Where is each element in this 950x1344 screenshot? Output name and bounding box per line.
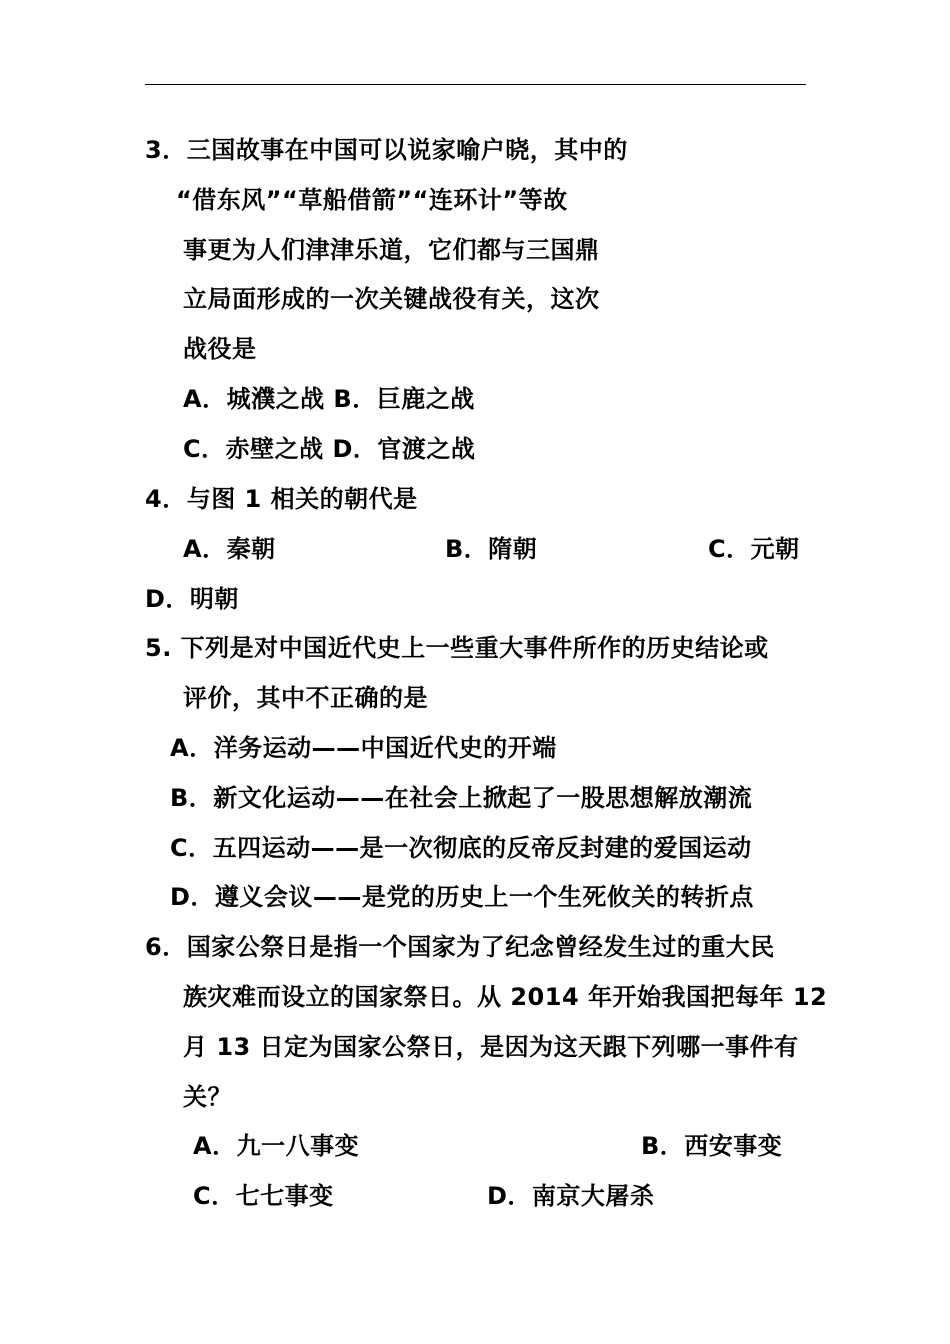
- q5-stem-line-1: 5. 下列是对中国近代史上一些重大事件所作的历史结论或: [145, 634, 769, 662]
- q3-options-line-2: C．赤壁之战 D．官渡之战: [183, 435, 476, 463]
- q6-stem-line-2: 族灾难而设立的国家祭日。从 2014 年开始我国把每年 12: [183, 983, 828, 1011]
- q6-option-d: D．南京大屠杀: [487, 1182, 655, 1210]
- q3-stem-line-2: “借东风”“草船借箭”“连环计”等故: [176, 186, 568, 214]
- q6-stem-line-4: 关？: [183, 1083, 232, 1111]
- q6-stem-line-3: 月 13 日定为国家公祭日，是因为这天跟下列哪一事件有: [183, 1033, 799, 1061]
- q6-option-a: A．九一八事变: [193, 1132, 360, 1160]
- q3-stem-line-4: 立局面形成的一次关键战役有关，这次: [183, 285, 600, 313]
- q3-stem-line-5: 战役是: [183, 335, 257, 363]
- q5-option-d: D．遵义会议——是党的历史上一个生死攸关的转折点: [170, 883, 754, 911]
- q6-option-b: B．西安事变: [641, 1132, 783, 1160]
- q4-option-a: A．秦朝: [183, 535, 276, 563]
- q5-stem-line-2: 评价，其中不正确的是: [183, 684, 428, 712]
- q5-option-c: C．五四运动——是一次彻底的反帝反封建的爱国运动: [170, 834, 752, 862]
- q3-options-line-1: A．城濮之战 B．巨鹿之战: [183, 385, 475, 413]
- q6-option-c: C．七七事变: [193, 1182, 334, 1210]
- q3-stem-line-1: 3．三国故事在中国可以说家喻户晓，其中的: [145, 136, 628, 164]
- q6-stem-line-1: 6．国家公祭日是指一个国家为了纪念曾经发生过的重大民: [145, 933, 775, 961]
- q4-option-c: C．元朝: [708, 535, 800, 563]
- q4-stem: 4．与图 1 相关的朝代是: [145, 485, 418, 513]
- header-rule: [145, 84, 806, 85]
- q3-stem-line-3: 事更为人们津津乐道，它们都与三国鼎: [183, 236, 600, 264]
- q5-option-a: A．洋务运动——中国近代史的开端: [170, 734, 557, 762]
- q5-option-b: B．新文化运动——在社会上掀起了一股思想解放潮流: [170, 784, 753, 812]
- q4-option-d: D．明朝: [145, 585, 239, 613]
- q4-option-b: B．隋朝: [445, 535, 538, 563]
